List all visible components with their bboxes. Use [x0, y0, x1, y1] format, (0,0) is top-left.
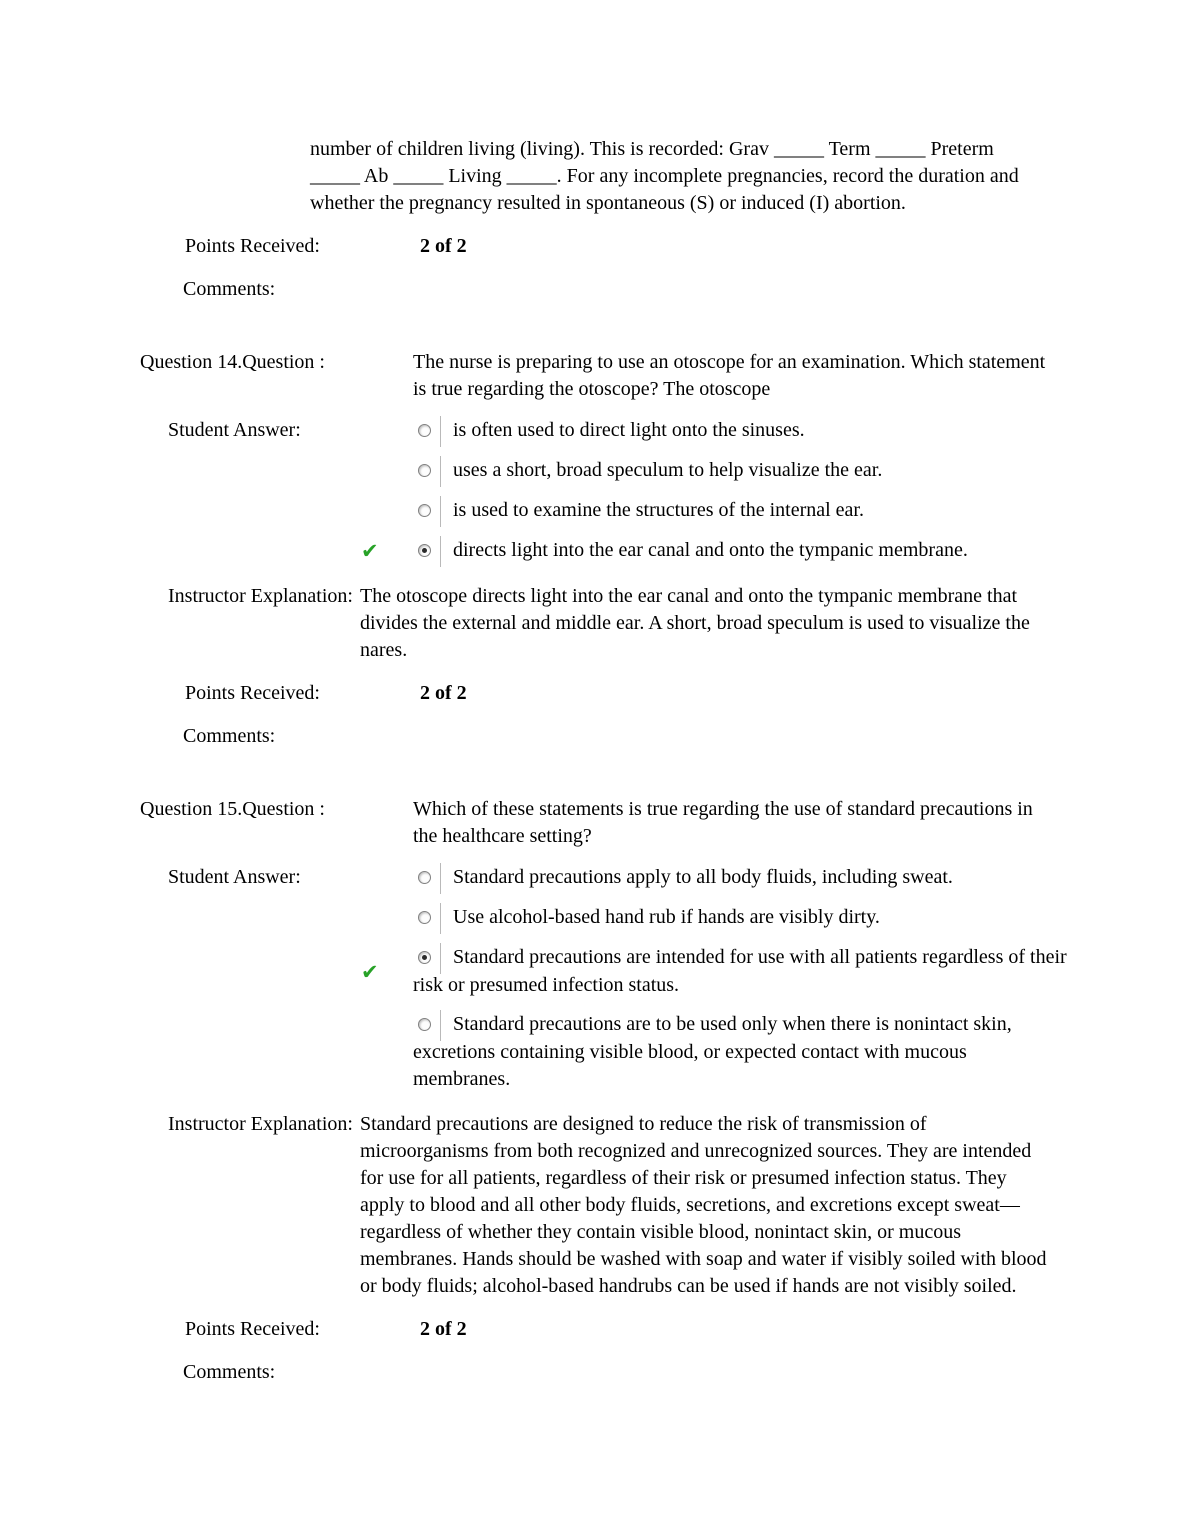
question-text: Which of these statements is true regarding the use of standard precautions in the healthcare setting? [413, 798, 1033, 847]
answer-option-text: is used to examine the structures of the internal ear. [453, 499, 864, 521]
answer-option-text: Standard precautions apply to all body fluids, including sweat. [453, 866, 953, 888]
points-received-value: 2 of 2 [420, 235, 467, 257]
radio-wrap [413, 538, 453, 565]
question-number-label: Question 15.Question : [140, 798, 325, 820]
student-answer-label: Student Answer: [168, 419, 301, 441]
radio-button[interactable] [418, 424, 431, 437]
radio-button[interactable] [418, 1018, 431, 1031]
points-received-value: 2 of 2 [420, 682, 467, 704]
radio-wrap [413, 1012, 453, 1039]
points-received-label: Points Received: [185, 682, 320, 704]
answer-option-text: Use alcohol-based hand rub if hands are visibly dirty. [453, 906, 880, 928]
answer-option [413, 497, 1068, 525]
radio-wrap [413, 865, 453, 892]
answer-options [361, 417, 1068, 577]
answer-option [361, 944, 1068, 999]
answer-option [413, 864, 1068, 892]
answer-option [413, 417, 1068, 445]
question-number-label: Question 14.Question : [140, 351, 325, 373]
question-block [0, 349, 1190, 750]
radio-button[interactable] [418, 504, 431, 517]
instructor-explanation-label: Instructor Explanation: [168, 1113, 353, 1135]
comments-label: Comments: [183, 1361, 276, 1383]
radio-button[interactable] [418, 951, 431, 964]
answer-option [413, 904, 1068, 932]
answer-option [413, 1011, 1068, 1093]
radio-wrap [413, 905, 453, 932]
answer-option-text: Standard precautions are to be used only when there is nonintact skin, excretions containing visible blood, or expected contact with mucous membranes. [413, 1013, 1012, 1090]
answer-option-text: uses a short, broad speculum to help visualize the ear. [453, 459, 883, 481]
student-answer-label: Student Answer: [168, 866, 301, 888]
correct-checkmark-icon: ✔ [361, 538, 379, 563]
radio-button[interactable] [418, 464, 431, 477]
radio-button[interactable] [418, 911, 431, 924]
correct-checkmark-icon: ✔ [361, 959, 379, 984]
instructor-explanation-label: Instructor Explanation: [168, 585, 353, 607]
answer-option-text: Standard precautions are intended for use with all patients regardless of their risk or presumed infection status. [413, 946, 1067, 996]
radio-wrap [413, 418, 453, 445]
question-text: The nurse is preparing to use an otoscope for an examination. Which statement is true regarding the otoscope? The otoscope [413, 351, 1046, 400]
instructor-explanation-text: Standard precautions are designed to reduce the risk of transmission of microorganisms from both recognized and unrecognized sources. They are intended for use for all patients, regardless of their risk or presumed infection status. They apply to blood and all other body fluids, secretions, and excretions except sweat—regardless of whether they contain visible blood, nonintact skin, or mucous membranes. Hands should be washed with soap and water if visibly soiled with blood or body fluids; alcohol-based handrubs can be used if hands are not visibly soiled. [360, 1113, 1047, 1297]
radio-wrap [413, 498, 453, 525]
question-13-continuation-text: number of children living (living). This is recorded: Grav _____ Term _____ Preterm _____ Ab _____ Living _____. For any incomplete pregnancies, record the duration and whether the pregnancy resulted in spontaneous (S) or induced (I) abortion. [310, 138, 1019, 214]
points-received-row [0, 233, 1190, 260]
answer-option-text: is often used to direct light onto the sinuses. [453, 419, 805, 441]
radio-wrap [413, 945, 453, 972]
points-received-row [0, 1316, 1190, 1343]
radio-button[interactable] [418, 544, 431, 557]
points-received-label: Points Received: [185, 235, 320, 257]
points-received-label: Points Received: [185, 1318, 320, 1340]
radio-wrap [413, 458, 453, 485]
answer-option-text: directs light into the ear canal and onto the tympanic membrane. [453, 539, 968, 561]
instructor-explanation-text: The otoscope directs light into the ear canal and onto the tympanic membrane that divides the external and middle ear. A short, broad speculum is used to visualize the nares. [360, 585, 1030, 661]
answer-options [361, 864, 1068, 1105]
points-received-value: 2 of 2 [420, 1318, 467, 1340]
points-received-row [0, 680, 1190, 707]
answer-option [361, 537, 1068, 565]
comments-label: Comments: [183, 725, 276, 747]
answer-option [413, 457, 1068, 485]
question-block [0, 796, 1190, 1386]
radio-button[interactable] [418, 871, 431, 884]
comments-label: Comments: [183, 278, 276, 300]
